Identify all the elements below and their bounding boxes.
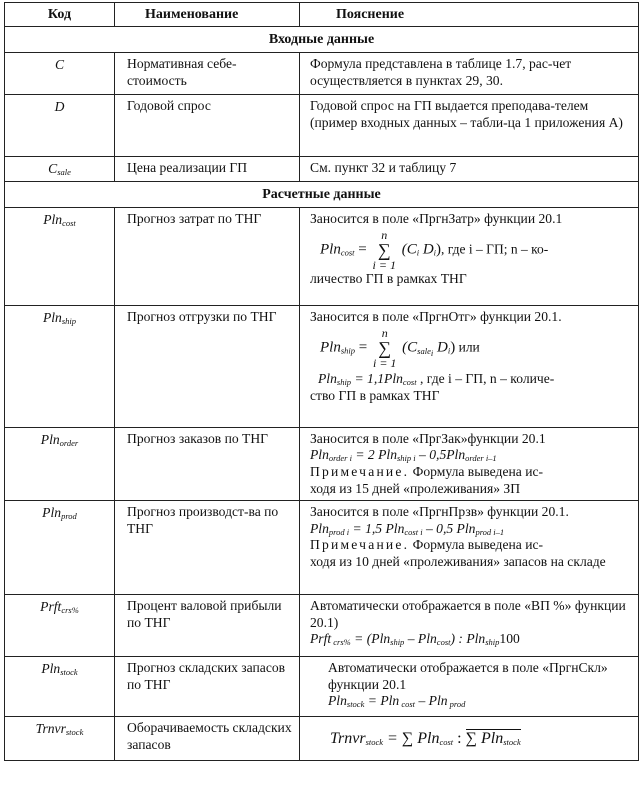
- formula: Pln$_{stock}$ = Pln $_{cost}$ – Pln $_{prod}$: [328, 693, 466, 710]
- row-desc: Заносится в поле «ПргнПрзв» функции 20.1. Pln$_{prod i}$ = 1,5 Pln$_{cost i}$ – 0,5 Pln$_{prod i-1}$ Примечание. Формула выведена ис- ходя из 10 дней «пролеживания» запасов на складе: [300, 501, 639, 595]
- formula: Pln$_{prod i}$ = 1,5 Pln$_{cost i}$ – 0,5 Pln$_{prod i-1}$: [310, 520, 505, 537]
- header-name: Наименование: [115, 3, 300, 27]
- table-row: [5, 717, 639, 761]
- section-calc-title: Расчетные данные: [5, 181, 639, 207]
- row-code: Prft$_{crs\%}$: [5, 595, 115, 657]
- formula: Prft $_{crs\%}$ = (Pln$_{ship}$ – Pln$_{cost}$) : Pln$_{ship}$100: [310, 631, 520, 648]
- table-row: [5, 305, 639, 427]
- row-desc: Автоматически отображается в поле «ВП %» функции 20.1) Prft $_{crs\%}$ = (Pln$_{ship}$ – Pln$_{cost}$) : Pln$_{ship}$100: [300, 595, 639, 657]
- row-desc: [300, 717, 639, 761]
- row-name: Прогноз отгрузки по ТНГ: [115, 305, 300, 427]
- formula: Pln$_{order i}$ = 2 Pln$_{ship i}$ – 0,5Pln$_{order i-1}$: [310, 447, 497, 464]
- row-name: Прогноз заказов по ТНГ: [115, 427, 300, 500]
- section-row-calc: [5, 181, 639, 207]
- row-name: Прогноз затрат по ТНГ: [115, 207, 300, 305]
- formula: Trnvr$_{stock}$ = ∑ Pln$_{cost}$ : ∑ Pln$_{stock}$: [330, 729, 521, 747]
- section-row-input: [5, 27, 639, 53]
- formula: Pln$_{ship}$ = n ∑ i = 1 ($C_{sale_i}$ $D_i$) или: [320, 326, 480, 371]
- formula: Pln$_{cost}$ = n ∑ i = 1 ($C_i$ $D_i$), где i – ГП; n – ко-: [320, 228, 549, 273]
- row-name: Годовой спрос: [115, 95, 300, 157]
- row-code: D: [5, 95, 115, 157]
- row-code: Pln$_{stock}$: [5, 657, 115, 717]
- table-row: [5, 207, 639, 305]
- row-desc: Годовой спрос на ГП выдается преподава-телем (пример входных данных – табли-ца 1 приложения А): [300, 95, 639, 157]
- row-code: Pln$_{ship}$: [5, 305, 115, 427]
- row-code: $C_{sale}$: [5, 157, 115, 182]
- header-code: Код: [5, 3, 115, 27]
- table-row: [5, 157, 639, 182]
- section-input-title: Входные данные: [5, 27, 639, 53]
- table-header-row: [5, 3, 639, 27]
- header-desc: Пояснение: [300, 3, 639, 27]
- row-code: Trnvr$_{stock}$: [5, 717, 115, 761]
- row-name: Нормативная себе-стоимость: [115, 53, 300, 95]
- row-name: Цена реализации ГП: [115, 157, 300, 182]
- note-label: Примечание.: [310, 537, 410, 553]
- row-code: Pln$_{prod}$: [5, 501, 115, 595]
- row-name: Оборачиваемость складских запасов: [115, 717, 300, 761]
- row-name: Прогноз складских запасов по ТНГ: [115, 657, 300, 717]
- table-row: [5, 53, 639, 95]
- row-name: Процент валовой прибыли по ТНГ: [115, 595, 300, 657]
- formula-alt: Pln$_{ship}$ = 1,1Pln$_{cost}$ , где i – ГП, n – количе-: [318, 371, 555, 388]
- table-row: [5, 427, 639, 500]
- row-code: Pln$_{order}$: [5, 427, 115, 500]
- row-desc: Автоматически отображается в поле «ПргнСкл» функции 20.1 Pln$_{stock}$ = Pln $_{cost}$ – Pln $_{prod}$: [300, 657, 639, 717]
- table-row: [5, 501, 639, 595]
- table-row: [5, 657, 639, 717]
- variables-table: [4, 2, 639, 761]
- row-desc: См. пункт 32 и таблицу 7: [300, 157, 639, 182]
- row-name: Прогноз производст-ва по ТНГ: [115, 501, 300, 595]
- row-desc: Формула представлена в таблице 1.7, рас-чет осуществляется в пунктах 29, 30.: [300, 53, 639, 95]
- note-label: Примечание.: [310, 463, 410, 479]
- table-row: [5, 95, 639, 157]
- row-desc: Заносится в поле «ПргЗак»функции 20.1 Pln$_{order i}$ = 2 Pln$_{ship i}$ – 0,5Pln$_{order i-1}$ Примечание. Формула выведена ис- ходя из 15 дней «пролеживания» ЗП: [300, 427, 639, 500]
- table-row: [5, 595, 639, 657]
- row-desc: Заносится в поле «ПргнЗатр» функции 20.1 Pln$_{cost}$ = n ∑ i = 1 ($C_i$ $D_i$), где i – ГП; n – ко- личество ГП в рамках ТНГ: [300, 207, 639, 305]
- row-code: Pln$_{cost}$: [5, 207, 115, 305]
- row-code: C: [5, 53, 115, 95]
- row-desc: Заносится в поле «ПргнОтг» функции 20.1. Pln$_{ship}$ = n ∑ i = 1 ($C_{sale_i}$ $D_i$) или Pln$_{ship}$ = 1,1Pln$_{cost}$ , где i – ГП, n – количе- ство ГП в рамках ТНГ: [300, 305, 639, 427]
